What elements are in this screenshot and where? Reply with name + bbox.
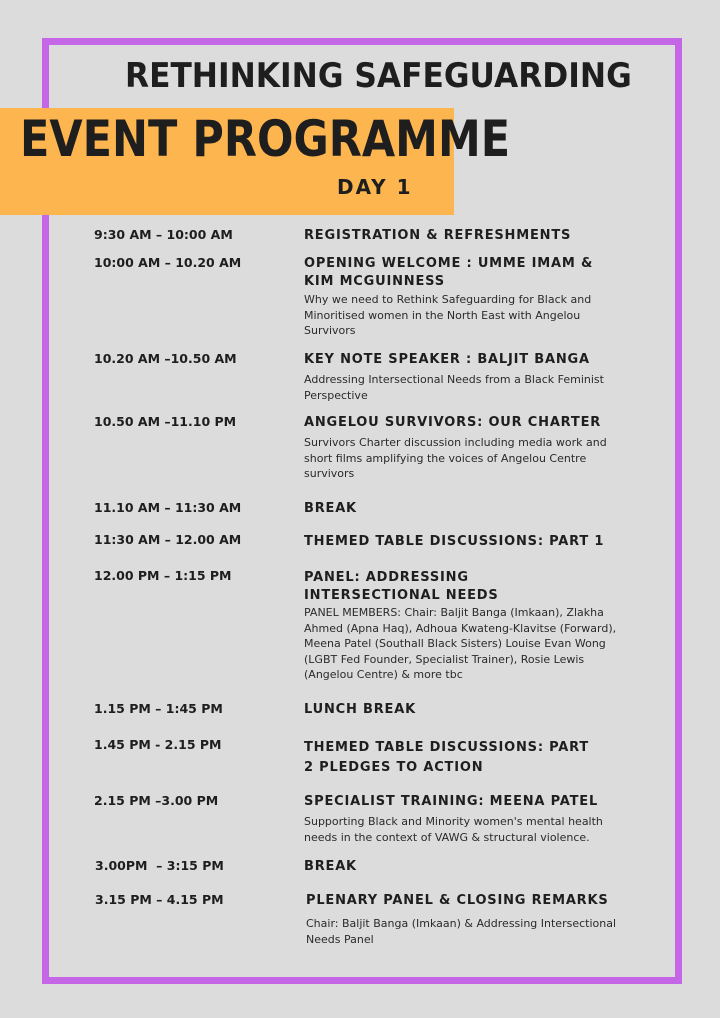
schedule-description: Why we need to Rethink Safeguarding for Black and Minoritised women in the North East with Angelou Survivors <box>304 293 592 337</box>
day-label: DAY 1 <box>337 175 413 199</box>
schedule-time: 9:30 AM – 10:00 AM <box>94 227 233 242</box>
schedule-description: Addressing Intersectional Needs from a Black Feminist Perspective <box>304 373 604 402</box>
schedule-title: PLENARY PANEL & CLOSING REMARKS <box>306 893 609 908</box>
schedule-time: 11.10 AM – 11:30 AM <box>94 500 242 515</box>
schedule-title: SPECIALIST TRAINING: MEENA PATEL <box>304 794 599 809</box>
schedule-title: BREAK <box>304 501 357 516</box>
event-supertitle: RETHINKING SAFEGUARDING <box>125 56 632 96</box>
schedule-description: Survivors Charter discussion including media work and short films amplifying the voices of Angelou Centre survivors <box>304 436 607 480</box>
schedule-time: 10:00 AM – 10.20 AM <box>94 255 242 270</box>
schedule-description: Chair: Baljit Banga (Imkaan) & Addressing Intersectional Needs Panel <box>306 917 617 946</box>
schedule-title: PANEL: ADDRESSING INTERSECTIONAL NEEDS <box>304 570 499 603</box>
schedule-title: OPENING WELCOME : UMME IMAM & KIM MCGUINNESS <box>304 256 594 289</box>
schedule-time: 1.15 PM – 1:45 PM <box>94 701 223 716</box>
schedule-title: BREAK <box>304 859 357 874</box>
schedule-title: ANGELOU SURVIVORS: OUR CHARTER <box>304 415 602 430</box>
schedule-time: 3.00PM – 3:15 PM <box>95 858 224 873</box>
schedule-title: LUNCH BREAK <box>304 702 416 717</box>
schedule-title: REGISTRATION & REFRESHMENTS <box>304 228 572 243</box>
schedule-time: 12.00 PM – 1:15 PM <box>94 568 232 583</box>
page-title: EVENT PROGRAMME <box>20 110 511 168</box>
schedule-time: 1.45 PM - 2.15 PM <box>94 737 222 752</box>
schedule-time: 10.20 AM –10.50 AM <box>94 351 237 366</box>
schedule-time: 3.15 PM – 4.15 PM <box>95 892 224 907</box>
schedule-description: PANEL MEMBERS: Chair: Baljit Banga (Imkaan), Zlakha Ahmed (Apna Haq), Adhoua Kwateng-Klavitse (Forward), Meena Patel (Southall Black Sisters) Louise Evan Wong (LGBT Fed Founder, Specialist Trainer), Rosie Lewis (Angelou Centre) & more tbc <box>304 606 617 681</box>
schedule-time: 10.50 AM –11.10 PM <box>94 414 237 429</box>
schedule-time: 2.15 PM –3.00 PM <box>94 793 219 808</box>
schedule-description: Supporting Black and Minority women's mental health needs in the context of VAWG & structural violence. <box>304 815 603 844</box>
schedule-title: KEY NOTE SPEAKER : BALJIT BANGA <box>304 352 590 367</box>
schedule-title: THEMED TABLE DISCUSSIONS: PART 1 <box>304 534 605 549</box>
schedule-title: THEMED TABLE DISCUSSIONS: PART 2 PLEDGES TO ACTION <box>304 740 590 775</box>
schedule-time: 11:30 AM – 12.00 AM <box>94 532 242 547</box>
